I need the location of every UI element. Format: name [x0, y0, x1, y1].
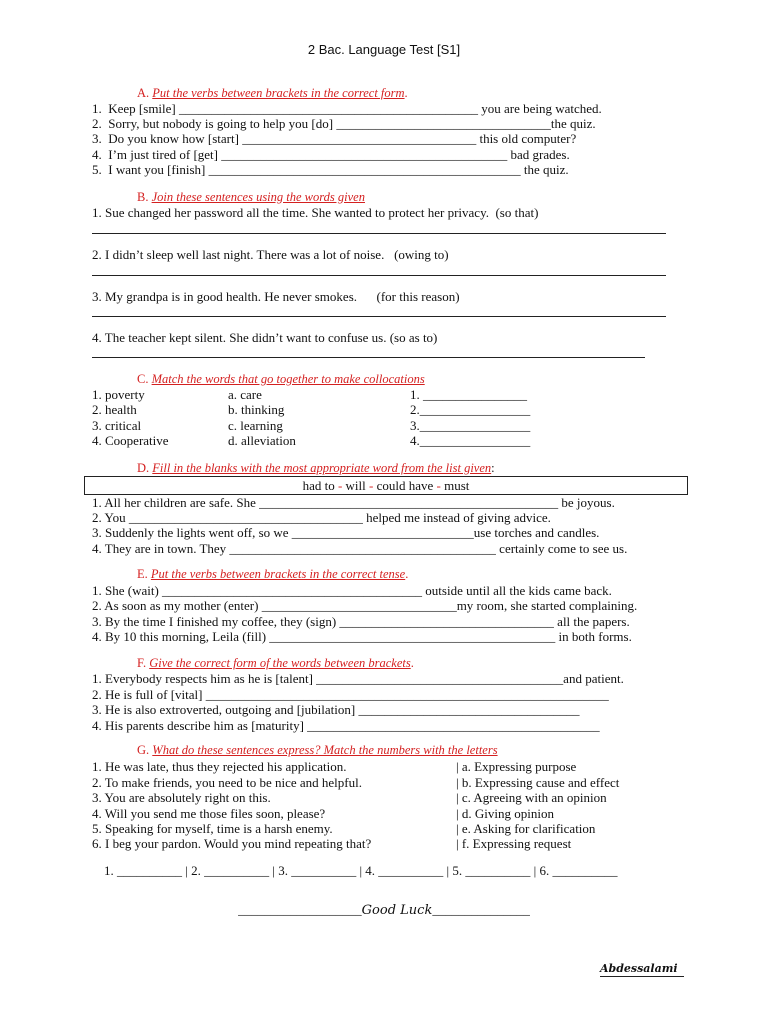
answer-line-b4[interactable] [92, 357, 645, 358]
section-d-item-3[interactable]: 3. Suddenly the lights went off, so we ____________________________use torches and candles. [92, 525, 600, 540]
section-a-item-3[interactable]: 3. Do you know how [start] ____________________________________ this old computer? [92, 131, 577, 146]
section-c-instruction: Match the words that go together to make collocations [151, 372, 425, 386]
section-a-end: . [404, 86, 408, 100]
section-d-item-1[interactable]: 1. All her children are safe. She ______________________________________________ be joyous. [92, 495, 615, 510]
collocation-match-a: a. care [228, 387, 262, 402]
function-sentence-5: 5. Speaking for myself, time is a harsh enemy. [92, 821, 333, 836]
good-luck-text: Good Luck [361, 903, 433, 918]
section-d-instruction: Fill in the blanks with the most appropriate word from the list given [152, 461, 492, 475]
collocation-match-b: b. thinking [228, 402, 285, 417]
word-option-1: had to [302, 478, 335, 493]
function-option-a: | a. Expressing purpose [456, 759, 577, 774]
section-e-end: . [405, 567, 409, 581]
section-d-item-4[interactable]: 4. They are in town. They _________________________________________ certainly come to see us. [92, 541, 628, 556]
section-e-item-4[interactable]: 4. By 10 this morning, Leila (fill) ____________________________________________ in both forms. [92, 629, 632, 644]
function-option-c: | c. Agreeing with an opinion [456, 790, 607, 805]
section-g-heading [137, 743, 498, 758]
collocation-answer-1[interactable]: 1. ________________ [410, 387, 527, 402]
word-option-3: could have [376, 478, 434, 493]
section-f-item-3[interactable]: 3. He is also extroverted, outgoing and [jubilation] __________________________________ [92, 702, 580, 717]
section-a-heading [137, 86, 408, 101]
collocation-match-d: d. alleviation [228, 433, 296, 448]
section-e-item-2[interactable]: 2. As soon as my mother (enter) ______________________________my room, she started complaining. [92, 598, 638, 613]
answer-line-b1[interactable] [92, 233, 666, 234]
section-f-heading [137, 656, 414, 671]
function-answer-row[interactable]: 1. __________ | 2. __________ | 3. __________ | 4. __________ | 5. __________ | 6. __________ [104, 863, 618, 878]
section-f-letter: F. [137, 656, 150, 670]
word-option-4: must [444, 478, 470, 493]
answer-line-b2[interactable] [92, 275, 666, 276]
section-f-item-2[interactable]: 2. He is full of [vital] ______________________________________________________________ [92, 687, 609, 702]
word-list-box: had to - will - could have - must [84, 476, 688, 495]
section-b-item-4: 4. The teacher kept silent. She didn’t want to confuse us. (so as to) [92, 330, 438, 345]
section-d-letter: D. [137, 461, 153, 475]
section-b-item-3: 3. My grandpa is in good health. He never smokes. (for this reason) [92, 289, 460, 304]
section-f-item-1[interactable]: 1. Everybody respects him as he is [talent] ______________________________________and patient. [92, 671, 624, 686]
section-e-heading [137, 567, 408, 582]
section-a-item-5[interactable]: 5. I want you [finish] ________________________________________________ the quiz. [92, 162, 569, 177]
section-d-heading [137, 461, 495, 476]
section-c-letter: C. [137, 372, 152, 386]
word-option-2: will [345, 478, 366, 493]
collocation-word-3: 3. critical [92, 418, 142, 433]
function-option-f: | f. Expressing request [456, 836, 572, 851]
section-b-instruction: Join these sentences using the words given [151, 190, 365, 204]
section-b-letter: B. [137, 190, 152, 204]
function-option-e: | e. Asking for clarification [456, 821, 596, 836]
section-a-item-4[interactable]: 4. I’m just tired of [get] ____________________________________________ bad grades. [92, 147, 570, 162]
collocation-answer-4[interactable]: 4._________________ [410, 433, 531, 448]
section-b-heading [137, 190, 365, 205]
section-g-instruction: What do these sentences express? Match the numbers with the letters [152, 743, 498, 757]
section-e-item-3[interactable]: 3. By the time I finished my coffee, they (sign) _________________________________ all the papers. [92, 614, 630, 629]
section-a-letter: A. [137, 86, 153, 100]
section-b-item-1: 1. Sue changed her password all the time. She wanted to protect her privacy. (so that) [92, 205, 539, 220]
function-sentence-6: 6. I beg your pardon. Would you mind repeating that? [92, 836, 372, 851]
section-a-instruction: Put the verbs between brackets in the correct form [152, 86, 405, 100]
answer-line-b3[interactable] [92, 316, 666, 317]
page-title: 2 Bac. Language Test [S1] [307, 42, 461, 57]
section-a-item-1[interactable]: 1. Keep [smile] ______________________________________________ you are being watched. [92, 101, 602, 116]
section-c-heading [137, 372, 425, 387]
collocation-answer-3[interactable]: 3._________________ [410, 418, 531, 433]
section-a-item-2[interactable]: 2. Sorry, but nobody is going to help you [do] _________________________________the quiz. [92, 116, 596, 131]
collocation-answer-2[interactable]: 2._________________ [410, 402, 531, 417]
section-d-item-2[interactable]: 2. You ____________________________________ helped me instead of giving advice. [92, 510, 551, 525]
section-e-letter: E. [137, 567, 151, 581]
function-sentence-4: 4. Will you send me those files soon, please? [92, 806, 326, 821]
collocation-match-c: c. learning [228, 418, 283, 433]
collocation-word-2: 2. health [92, 402, 137, 417]
collocation-word-1: 1. poverty [92, 387, 145, 402]
good-luck-right-line: _______________ [432, 902, 530, 917]
author-signature: Abdessalami [600, 962, 684, 977]
good-luck-left-line: ___________________ [238, 902, 362, 917]
function-option-b: | b. Expressing cause and effect [456, 775, 620, 790]
section-f-end: . [410, 656, 414, 670]
good-luck-line [0, 902, 768, 918]
function-option-d: | d. Giving opinion [456, 806, 554, 821]
section-e-instruction: Put the verbs between brackets in the correct tense [150, 567, 406, 581]
section-g-letter: G. [137, 743, 153, 757]
section-b-item-2: 2. I didn’t sleep well last night. There was a lot of noise. (owing to) [92, 247, 449, 262]
section-f-instruction: Give the correct form of the words between brackets [149, 656, 411, 670]
function-sentence-1: 1. He was late, thus they rejected his application. [92, 759, 347, 774]
section-f-item-4[interactable]: 4. His parents describe him as [maturity] _____________________________________________ [92, 718, 600, 733]
function-sentence-3: 3. You are absolutely right on this. [92, 790, 271, 805]
section-d-end: : [491, 461, 495, 475]
collocation-word-4: 4. Cooperative [92, 433, 169, 448]
section-e-item-1[interactable]: 1. She (wait) ________________________________________ outside until all the kids came back. [92, 583, 612, 598]
function-sentence-2: 2. To make friends, you need to be nice and helpful. [92, 775, 362, 790]
